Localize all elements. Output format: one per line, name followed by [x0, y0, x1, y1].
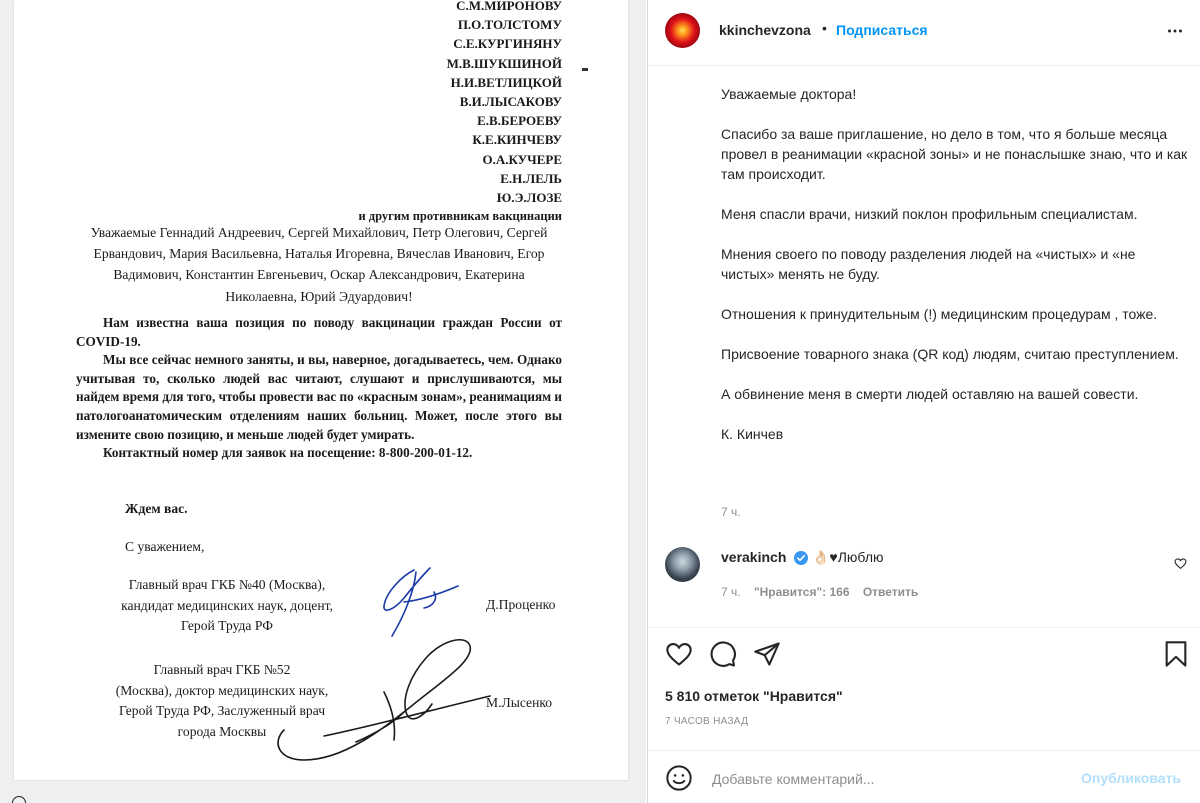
bookmark-icon[interactable] — [1162, 640, 1190, 668]
addressee: О.А.КУЧЕРЕ — [482, 151, 562, 167]
caption-paragraph: Отношения к принудительным (!) медицинским процедурам , тоже. — [721, 306, 1158, 322]
post-timestamp[interactable]: 7 ЧАСОВ НАЗАД — [665, 716, 749, 727]
post-header — [648, 0, 1200, 66]
addressee: М.В.ШУКШИНОЙ — [446, 55, 562, 71]
post-author-username[interactable]: kkinchevzona — [719, 22, 811, 38]
caption-paragraph: Спасибо за ваше приглашение, но дело в том, что я больше месяца провел в реанимации «красной зоны» и не понаслышке знаю, что и как там происходит. — [721, 126, 1188, 182]
caption-timestamp[interactable]: 7 ч. — [721, 505, 741, 519]
addressee-others: и другим противникам вакцинации — [358, 209, 562, 224]
share-icon[interactable] — [753, 640, 781, 668]
follow-button[interactable]: Подписаться — [836, 22, 928, 38]
addressee: К.Е.КИНЧЕВУ — [472, 132, 562, 148]
reply-button[interactable]: Ответить — [862, 585, 919, 599]
heart-icon[interactable] — [1174, 557, 1187, 570]
verified-badge-icon — [793, 550, 809, 566]
addressee: В.И.ЛЫСАКОВУ — [459, 94, 562, 110]
comment-author-username[interactable]: verakinch — [721, 549, 787, 565]
addressee: С.М.МИРОНОВУ — [456, 0, 562, 13]
signature-title-1 — [96, 575, 358, 637]
likes-count[interactable]: 5 810 отметок "Нравится" — [665, 688, 843, 704]
caption-paragraph: Уважаемые доктора! — [721, 86, 857, 102]
letter-greeting: Уважаемые Геннадий Андреевич, Сергей Михайлович, Петр Олегович, Сергей Ервандович, Мария Васильевна, Наталья Игоревна, Вячеслав Иванович, Егор Вадимович, Константин Евгеньевич, Оскар Александрович, Екатерина Николаевна, Юрий Эдуардович! — [90, 225, 548, 304]
heart-icon[interactable] — [665, 640, 693, 668]
more-horizontal-icon[interactable] — [1164, 20, 1186, 42]
signature-line: города Москвы — [177, 723, 267, 739]
comment-timestamp[interactable]: 7 ч. — [721, 585, 741, 599]
comment-icon[interactable] — [709, 640, 737, 668]
caption-paragraph: Мнения своего по поводу разделения людей на «чистых» и «не чистых» менять не буду. — [721, 246, 1136, 282]
addressee: С.Е.КУРГИНЯНУ — [453, 36, 562, 52]
divider — [648, 750, 1200, 751]
divider — [648, 627, 1200, 628]
partial-circle-icon — [12, 796, 26, 803]
signature-line: Главный врач ГКБ №52 — [153, 662, 291, 677]
caption-paragraph: А обвинение меня в смерти людей оставляю на вашей совести. — [721, 386, 1139, 402]
post-sidebar — [647, 0, 1200, 803]
caption-paragraph: Присвоение товарного знака (QR код) людям, считаю преступлением. — [721, 346, 1179, 362]
letter-paragraph: Мы все сейчас немного заняты, и вы, наверное, догадываетесь, чем. Однако учитывая то, сколько людей вас читают, слушают и прислушиваются, мы найдем время для того, чтобы провести вас по «красным зонам», реанимациям и патологоанатомическим отделениям наших больниц. Может, после этого вы измените свою позицию, и меньше людей будет умирать. — [76, 352, 562, 442]
post-caption — [721, 84, 1191, 464]
signature-scribble-1 — [374, 562, 474, 642]
caption-paragraph: К. Кинчев — [721, 426, 784, 442]
letter-paragraph: Нам известна ваша позиция по поводу вакцинации граждан России от COVID-19. — [76, 315, 562, 349]
signature-line: Герой Труда РФ — [181, 618, 273, 633]
comment-meta — [721, 585, 928, 599]
avatar[interactable] — [665, 547, 700, 582]
comment-input[interactable] — [710, 765, 1054, 793]
scan-mark — [582, 68, 588, 71]
avatar[interactable] — [665, 13, 700, 48]
signature-scribble-2 — [264, 632, 504, 772]
emoji-icon[interactable] — [665, 764, 693, 792]
addressee: Е.В.БЕРОЕВУ — [477, 113, 562, 129]
signature-line: кандидат медицинских наук, доцент, — [121, 597, 333, 613]
signature-line: (Москва), доктор медицинских наук, — [115, 682, 329, 698]
signature-line: Главный врач ГКБ №40 (Москва), — [128, 577, 326, 592]
comment-likes[interactable]: "Нравится": 166 — [753, 585, 850, 599]
letter-phone: Контактный номер для заявок на посещение: 8-800-200-01-12. — [103, 445, 473, 461]
letter-regards: С уважением, — [125, 539, 205, 554]
letter-closing: Ждем вас. — [125, 501, 188, 516]
caption-paragraph: Меня спасли врачи, низкий поклон профильным специалистам. — [721, 206, 1138, 222]
addressee-list — [14, 0, 562, 226]
addressee: Н.И.ВЕТЛИЦКОЙ — [450, 74, 562, 90]
addressee: Ю.Э.ЛОЗЕ — [496, 190, 562, 206]
addressee: Е.Н.ЛЕЛЬ — [500, 170, 562, 186]
signer-name-1: Д.Проценко — [486, 597, 556, 612]
addressee: П.О.ТОЛСТОМУ — [457, 17, 562, 33]
separator-dot: • — [822, 20, 827, 36]
signature-line: Герой Труда РФ, Заслуженный врач — [118, 703, 326, 718]
signer-name-2: М.Лысенко — [486, 695, 553, 710]
letter-body — [76, 314, 562, 463]
letter-document — [14, 0, 628, 780]
comment-text: 👌🏻♥Люблю — [812, 549, 884, 565]
publish-button[interactable]: Опубликовать — [1081, 770, 1181, 786]
